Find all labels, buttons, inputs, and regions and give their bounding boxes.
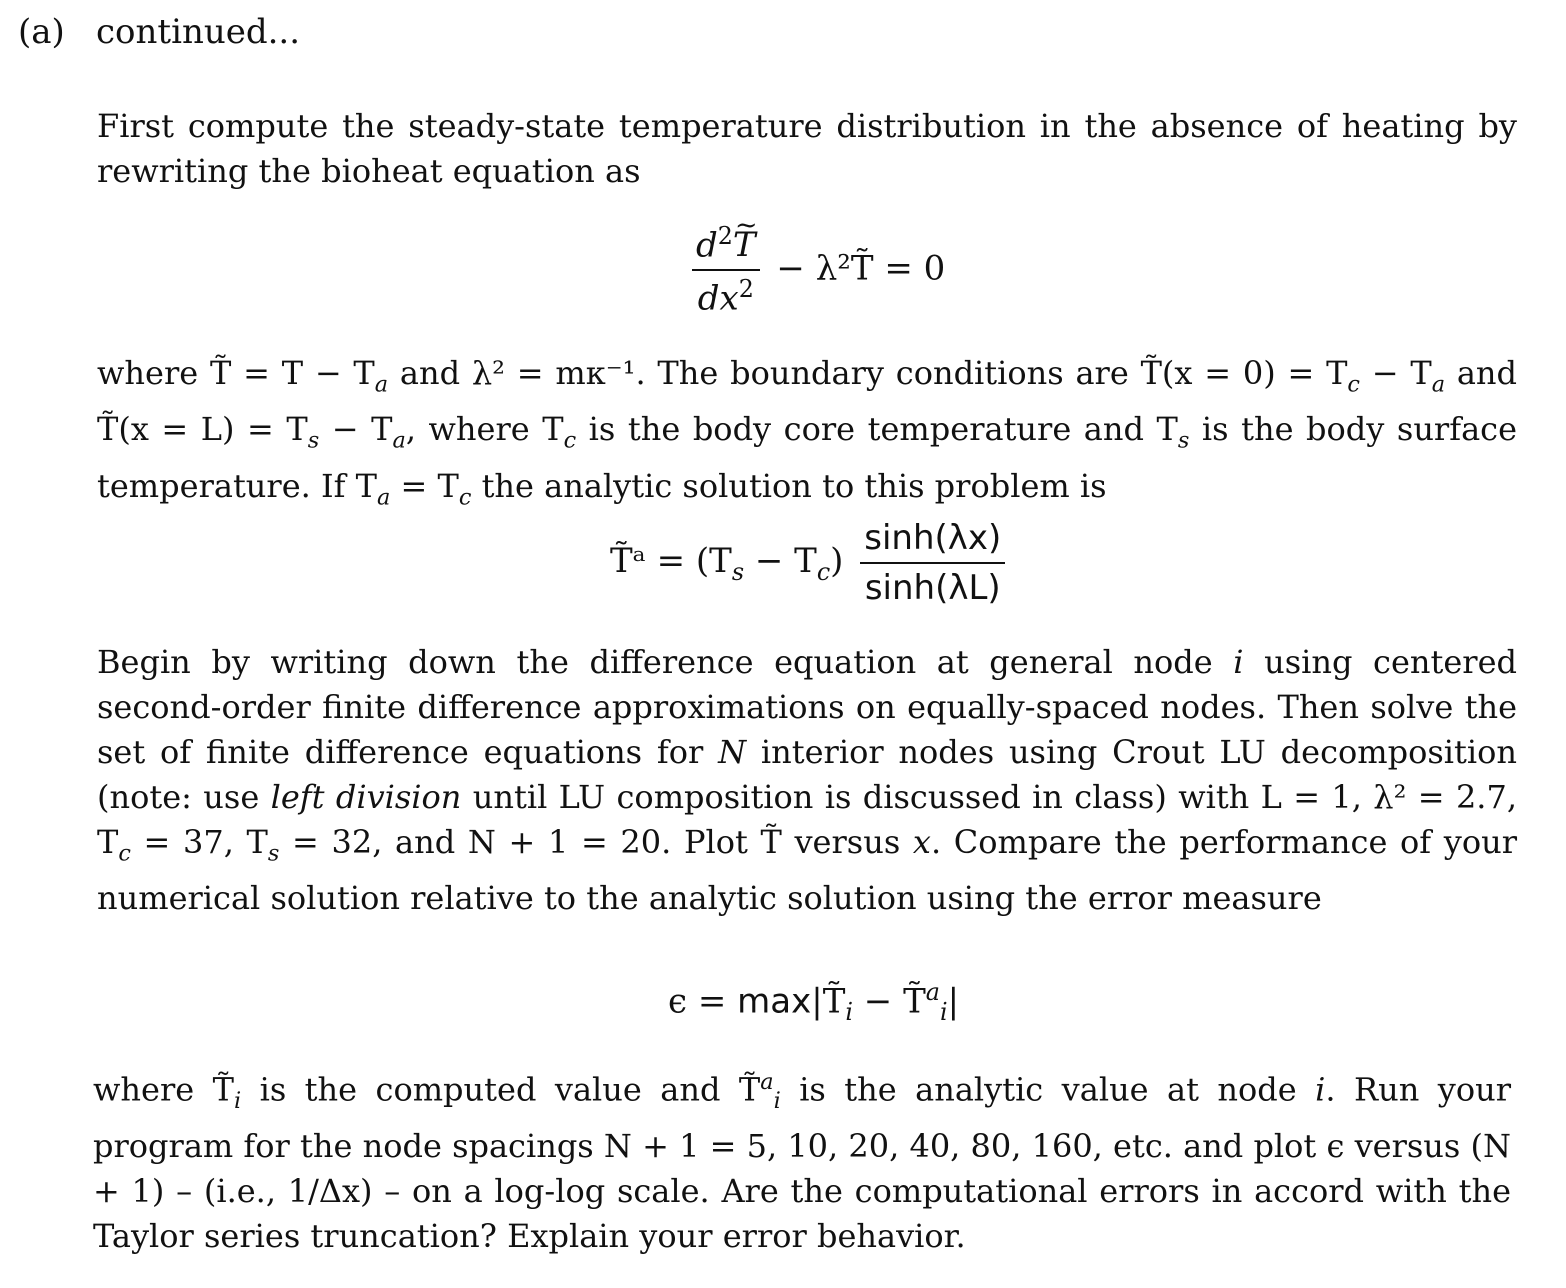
subscript: a	[374, 371, 389, 398]
math-symbol: N	[718, 733, 747, 771]
math-symbol: i	[1233, 643, 1244, 681]
subscript: s	[731, 557, 745, 586]
section-title: continued...	[96, 12, 301, 52]
text-segment: until LU composition is discussed in class) with L = 1, λ² = 2.7, T	[97, 778, 1518, 861]
paragraph-convergence	[93, 1060, 1511, 1259]
subscript: i	[233, 1088, 242, 1115]
text-segment: Begin by writing down the difference equation at general node	[97, 643, 1234, 681]
text-segment: − T	[319, 410, 393, 449]
equation-max: max	[737, 981, 812, 1022]
equation-analytic-solution	[610, 518, 1011, 608]
subscript: c	[816, 557, 831, 586]
section-header	[18, 12, 300, 52]
emphasis-left-division: left division	[270, 778, 462, 816]
text-segment: . Compare the performance of your numerical solution relative to the analytic solution using the error measure	[97, 823, 1518, 918]
fraction-sinh	[860, 518, 1005, 608]
equation-mid: − T	[744, 541, 817, 581]
equation-lhs: T̃ᵃ = (T	[610, 541, 732, 581]
text-segment: = 32, and N + 1 = 20. Plot T̃ versus	[279, 823, 913, 861]
text-segment: is the body core temperature and T	[576, 410, 1178, 449]
fraction-denominator: sinh(λL)	[860, 562, 1005, 608]
subscript: a	[392, 427, 406, 454]
superscript: a	[760, 1069, 774, 1095]
text-segment: and λ² = mκ⁻¹. The boundary conditions are T̃(x = 0) = T	[388, 354, 1348, 392]
equation-paren: )	[830, 541, 844, 581]
text-segment: , where T	[405, 410, 564, 449]
subscript: i	[939, 998, 948, 1027]
fraction-numerator: sinh(λx)	[864, 518, 1002, 558]
subscript: c	[118, 840, 131, 867]
subscript: s	[267, 840, 280, 867]
subscript: c	[458, 484, 472, 511]
math-symbol: i	[1315, 1070, 1326, 1109]
paragraph-intro-text: First compute the steady-state temperature distribution in the absence of heating by rewriting the bioheat equation as	[97, 107, 1517, 190]
text-segment: . Run your program for the node spacings N + 1 = 5, 10, 20, 40, 80, 160, etc. and plot ϵ versus (N + 1) – (i.e., 1/Δx) – on a log-log scale. Are the computational errors in accord with the Taylor series truncation? Explain your error behavior.	[93, 1070, 1512, 1256]
subscript: s	[1177, 427, 1190, 454]
paragraph-method	[97, 640, 1517, 921]
subscript: i	[845, 998, 853, 1027]
fraction-d2t-dx2: $\frac{d^2\sim T}{dx^2}$	[692, 222, 760, 319]
superscript: a	[925, 978, 940, 1006]
subscript: a	[1431, 371, 1446, 398]
subscript: c	[563, 427, 577, 454]
text-segment: the analytic solution to this problem is	[471, 466, 1107, 505]
text-segment: where T̃ = T − T	[97, 354, 375, 392]
section-label: (a)	[18, 12, 65, 52]
text-segment: interior nodes using Crout LU decomposition (note: use	[97, 733, 1517, 816]
text-segment: is the computed value and T̃	[241, 1070, 761, 1109]
math-symbol: x	[912, 823, 931, 861]
text-segment: and T̃(x = L) = T	[97, 354, 1518, 449]
text-segment: = 37, T	[130, 823, 268, 861]
equation-eps: ϵ =	[668, 981, 738, 1022]
subscript: i	[773, 1088, 781, 1115]
equation-error-measure	[668, 978, 959, 1026]
equation-mid: − T̃	[853, 981, 926, 1022]
equation-body: |T̃	[811, 981, 846, 1022]
equation-end: |	[947, 981, 960, 1022]
text-segment: is the body surface temperature. If T	[97, 410, 1518, 505]
subscript: a	[376, 484, 391, 511]
text-segment: using centered second-order finite difference approximations on equally-spaced nodes. Then solve the set of finite difference equations for	[97, 643, 1518, 771]
text-segment: where T̃	[93, 1070, 234, 1109]
equation-bioheat-rest: − λ²T̃ = 0	[776, 248, 946, 289]
paragraph-boundary	[97, 351, 1517, 520]
subscript: c	[1347, 371, 1360, 398]
text-segment: − T	[1359, 354, 1432, 392]
equation-bioheat	[686, 222, 945, 319]
text-segment: = T	[390, 466, 459, 505]
paragraph-intro	[97, 104, 1517, 194]
text-segment: is the analytic value at node	[780, 1070, 1316, 1109]
subscript: s	[307, 427, 320, 454]
